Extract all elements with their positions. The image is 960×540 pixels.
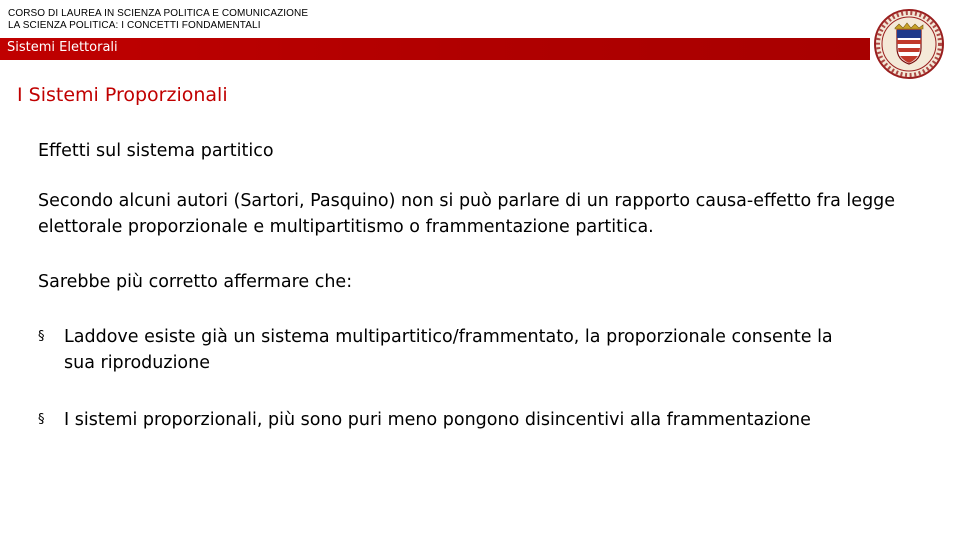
bullet-section-icon: §	[38, 412, 45, 427]
course-title-line-2: LA SCIENZA POLITICA: I CONCETTI FONDAMENTALI	[8, 20, 261, 31]
bullet-list	[38, 324, 918, 433]
bullet-text: I sistemi proporzionali, più sono puri meno pongono disincentivi alla frammentazione	[64, 410, 811, 430]
list-item	[38, 324, 844, 376]
paragraph-authors: Secondo alcuni autori (Sartori, Pasquino) non si può parlare di un rapporto causa-effetto fra legge elettorale proporzionale e multipartitismo o frammentazione partitica.	[38, 191, 896, 237]
university-seal-icon	[873, 8, 945, 80]
slide-title: I Sistemi Proporzionali	[17, 84, 228, 106]
bullet-text: Laddove esiste già un sistema multipartitico/frammentato, la proporzionale consente la sua riproduzione	[64, 327, 833, 373]
section-band	[0, 38, 870, 60]
subheading: Effetti sul sistema partitico	[38, 141, 274, 161]
bullet-section-icon: §	[38, 329, 45, 344]
slide-body	[38, 138, 918, 464]
paragraph-intro: Sarebbe più corretto affermare che:	[38, 272, 353, 292]
list-item	[38, 407, 844, 433]
course-header	[8, 8, 308, 32]
section-title: Sistemi Elettorali	[7, 40, 118, 55]
course-title-line-1: CORSO DI LAUREA IN SCIENZA POLITICA E COMUNICAZIONE	[8, 8, 309, 19]
